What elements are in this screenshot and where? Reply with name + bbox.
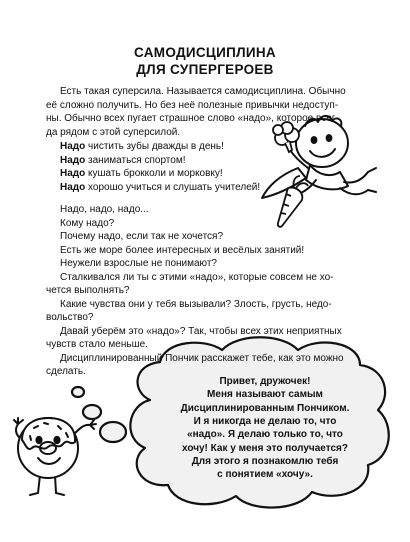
intro-line: да рядом с этой суперсилой. [46, 126, 181, 138]
nado-list-item: Надо чистить зубы дважды в день! [60, 141, 224, 152]
body-line: вольство? [46, 312, 94, 323]
page-title-line-2: ДЛЯ СУПЕРГЕРОЕВ [136, 62, 274, 77]
body-line: Надо, надо, надо... [60, 204, 149, 215]
body-line: Сталкивался ли ты с этими «надо», которые совсем не хо- [60, 271, 334, 283]
intro-line: Есть такая суперсила. Называется самодисциплина. Обычно [60, 86, 346, 97]
bubble-line: И я никогда не делаю то, что [193, 415, 337, 427]
bubble-line: хочу! Как у меня это получается? [182, 442, 348, 454]
nado-list-item: Надо кушать брокколи и морковку! [60, 168, 223, 179]
body-line: Неужели взрослые не понимают? [60, 258, 217, 269]
bubble-line: «надо». Я делаю только то, что [187, 429, 343, 441]
bubble-line: с понятием «хочу». [217, 469, 313, 481]
nado-list-item: Надо хорошо учиться и слушать учителей! [60, 181, 261, 193]
body-line: Давай уберём это «надо»? Так, чтобы всех этих неприятных [60, 325, 342, 337]
body-line: чется выполнять? [46, 285, 130, 296]
body-line: Почему надо, если так не хочется? [60, 231, 224, 242]
bubble-line: Дисциплинированным Пончиком. [180, 402, 350, 414]
bubble-line: Привет, дружочек! [219, 376, 311, 387]
broccoli-icon [273, 122, 299, 152]
body-line: сделать. [46, 366, 86, 377]
intro-line: её сложно получить. Но без неё полезные привычки недоступ- [46, 99, 339, 111]
bubble-line: Меня называют самым [207, 389, 323, 401]
body-line: чувств стало меньше. [46, 339, 148, 350]
body-line: Какие чувства они у тебя вызывали? Злость, грусть, недо- [60, 298, 332, 310]
intro-line: ны. Обычно всех пугает страшное слово «надо», которое всег- [46, 113, 339, 124]
body-line: Кому надо? [60, 217, 115, 229]
nado-list-item: Надо заниматься спортом! [60, 154, 186, 166]
donut-character-icon [14, 418, 96, 495]
body-line: Дисциплинированный Пончик расскажет тебе, как это можно [60, 352, 344, 364]
bubble-line: Для этого я познакомлю тебя [191, 455, 339, 467]
page-title-line-1: САМОДИСЦИПЛИНА [134, 45, 276, 60]
body-line: Есть же море более интересных и весёлых занятий! [60, 244, 305, 256]
